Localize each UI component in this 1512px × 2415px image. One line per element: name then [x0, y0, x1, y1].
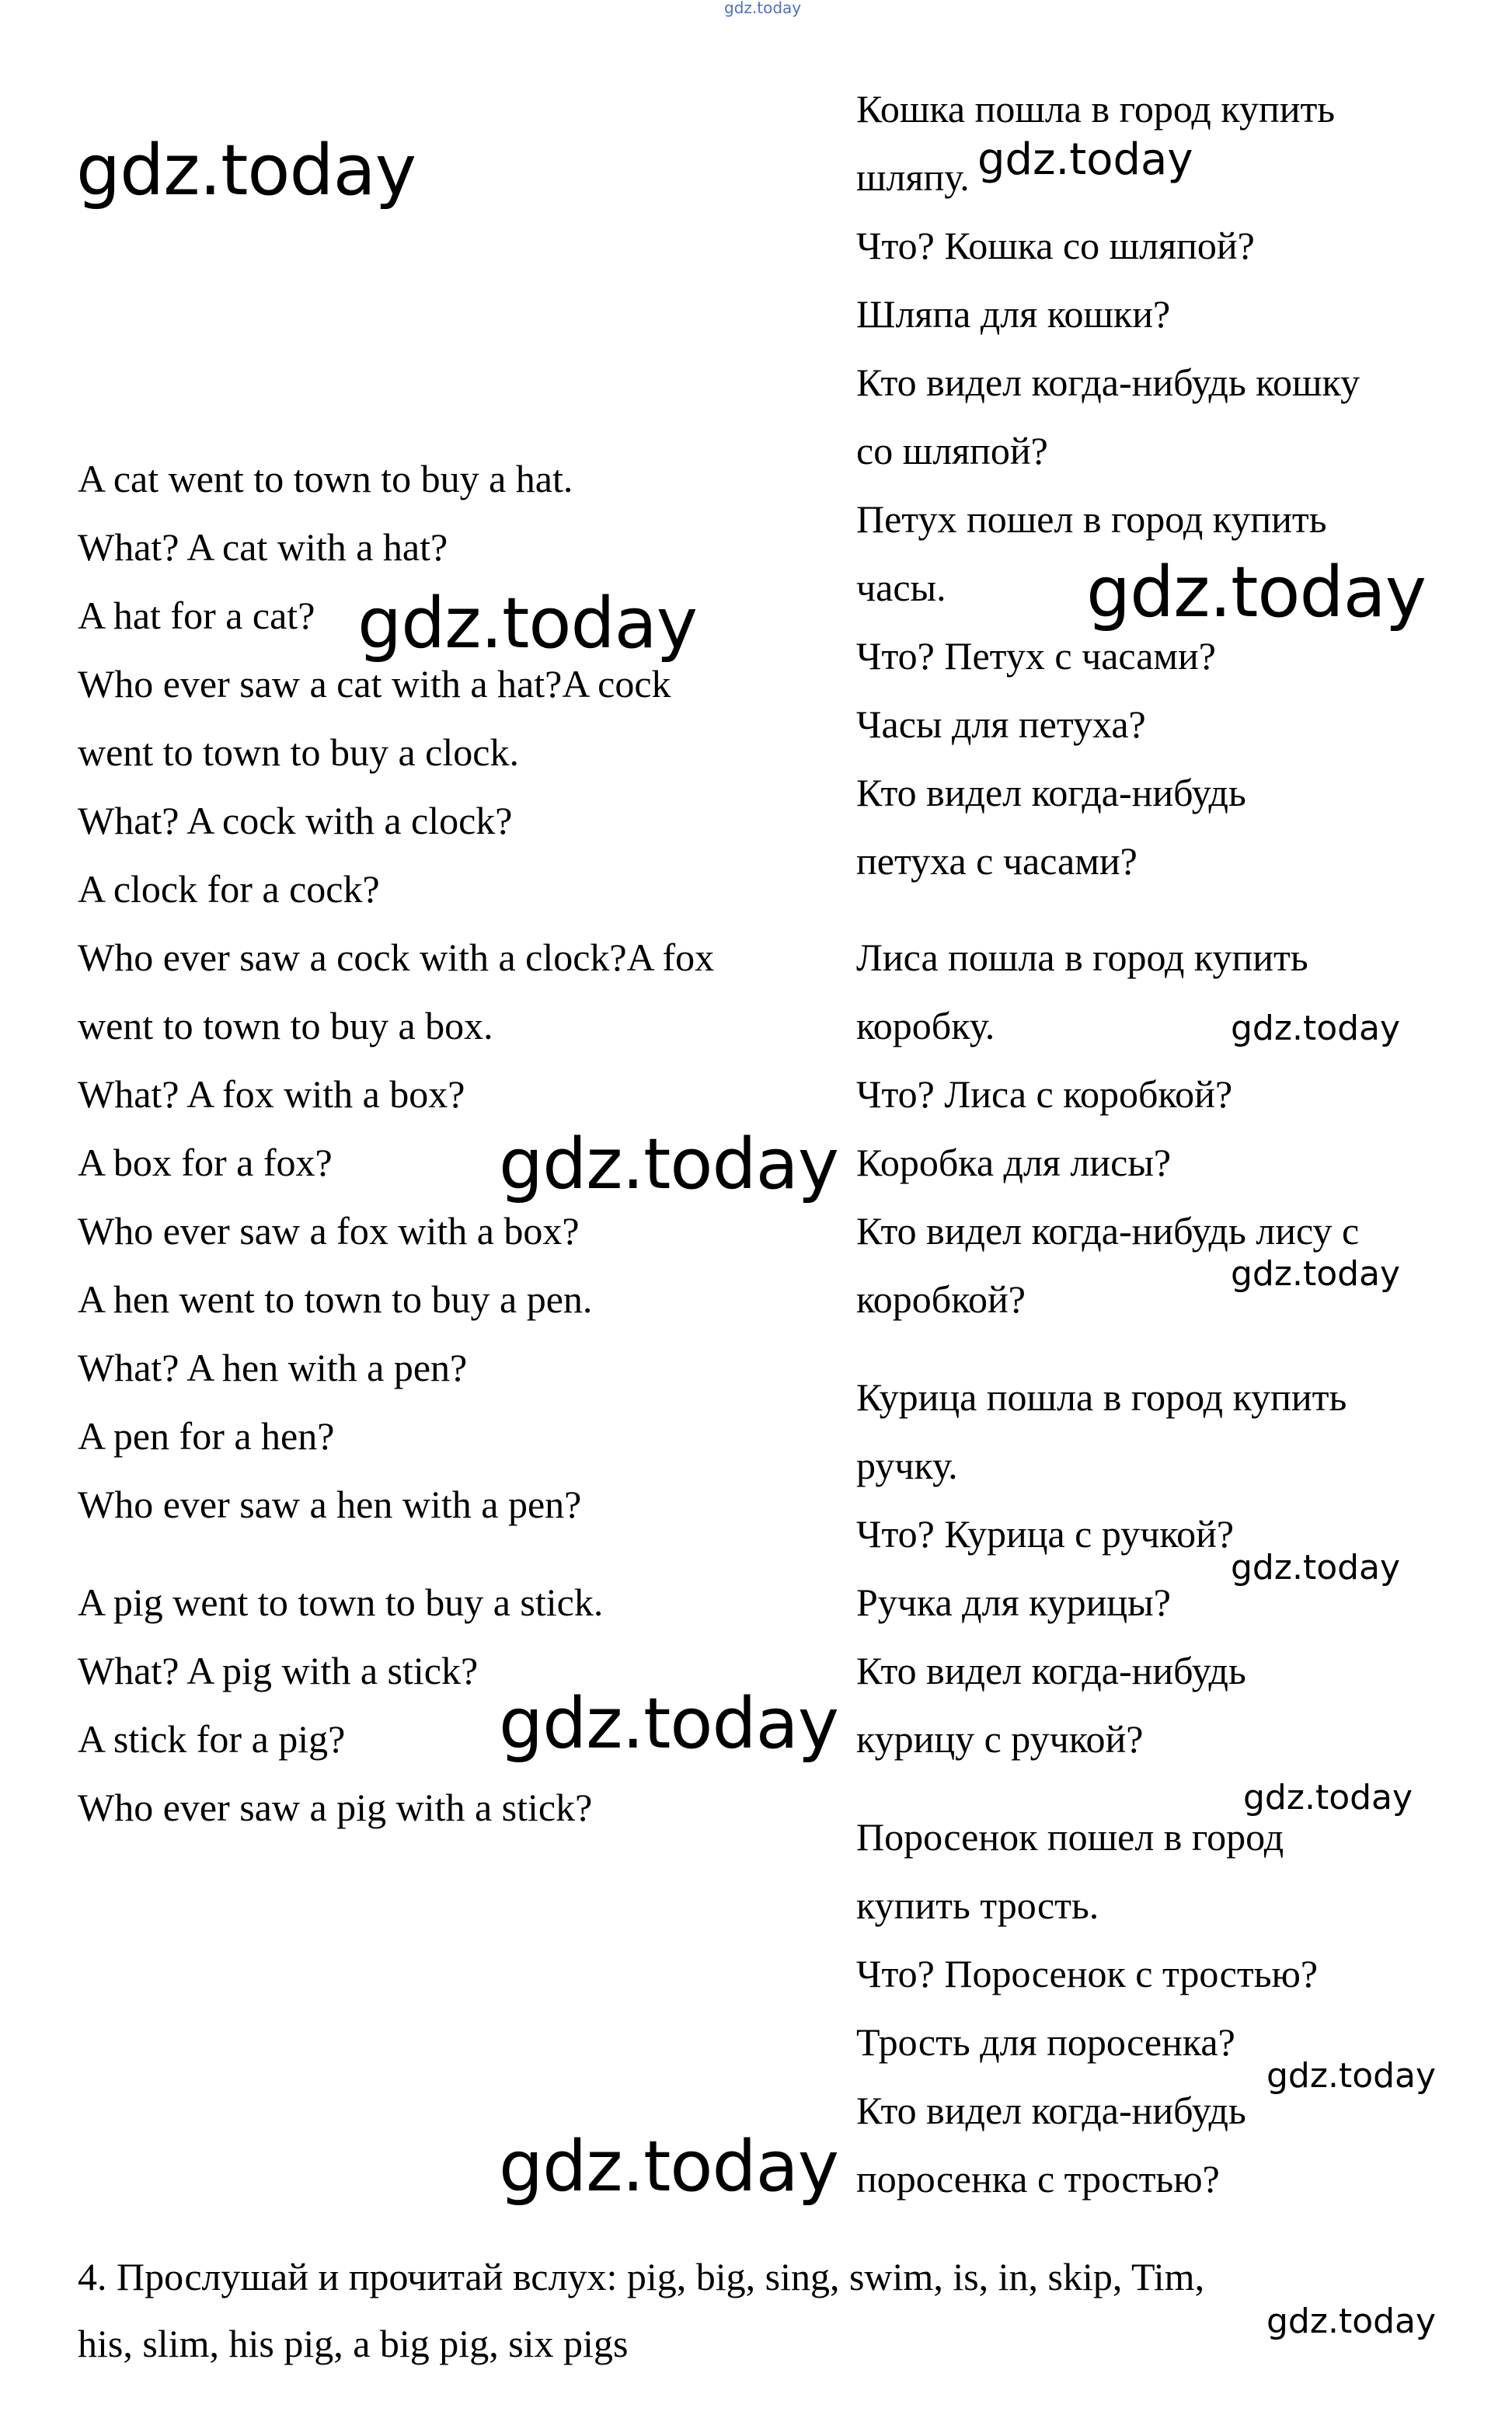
watermark: gdz.today	[1231, 1548, 1401, 1587]
russian-line: часы.	[856, 566, 946, 609]
english-line: Who ever saw a fox with a box?	[78, 1209, 580, 1253]
english-line: A pig went to town to buy a stick.	[78, 1580, 604, 1624]
russian-line: Кошка пошла в город купить	[856, 87, 1336, 131]
russian-line: Ручка для курицы?	[856, 1580, 1171, 1624]
russian-line: курицу с ручкой?	[856, 1717, 1144, 1761]
russian-line: Кто видел когда-нибудь	[856, 2089, 1246, 2132]
russian-line: Что? Поросенок с тростью?	[856, 1952, 1319, 1995]
russian-line: Часы для петуха?	[856, 702, 1146, 746]
task-line: 4. Прослушай и прочитай вслух: pig, big, sing, swim, is, in, skip, Tim,	[78, 2255, 1205, 2298]
watermark: gdz.today	[1086, 552, 1427, 633]
russian-line: Что? Петух с часами?	[856, 634, 1216, 678]
english-line: What? A hen with a pen?	[78, 1346, 468, 1389]
english-line: A box for a fox?	[78, 1141, 333, 1184]
english-line: What? A cock with a clock?	[78, 799, 513, 842]
russian-line: коробкой?	[856, 1277, 1026, 1321]
russian-line: петуха с часами?	[856, 839, 1137, 883]
english-line: went to town to buy a clock.	[78, 730, 519, 774]
russian-line: Что? Курица с ручкой?	[856, 1512, 1235, 1556]
russian-line: коробку.	[856, 1004, 995, 1047]
russian-line: Шляпа для кошки?	[856, 292, 1171, 336]
english-line: A hen went to town to buy a pen.	[78, 1277, 593, 1321]
english-line: What? A cat with a hat?	[78, 525, 448, 569]
watermark: gdz.today	[1231, 1254, 1401, 1294]
russian-line: Лиса пошла в город купить	[856, 936, 1308, 979]
russian-line: Коробка для лисы?	[856, 1141, 1172, 1184]
watermark: gdz.today	[1231, 1009, 1401, 1048]
russian-line: шляпу.	[856, 155, 970, 199]
russian-line: со шляпой?	[856, 429, 1048, 472]
russian-line: поросенка с тростью?	[856, 2157, 1220, 2201]
russian-line: Кто видел когда-нибудь кошку	[856, 361, 1360, 404]
russian-line: ручку.	[856, 1444, 958, 1487]
watermark: gdz.today	[977, 134, 1193, 185]
english-line: A cat went to town to buy a hat.	[78, 457, 573, 500]
english-line: A clock for a cock?	[78, 867, 380, 911]
russian-line: Трость для поросенка?	[856, 2020, 1235, 2064]
task-line: his, slim, his pig, a big pig, six pigs	[78, 2322, 629, 2365]
russian-line: Что? Кошка со шляпой?	[856, 224, 1255, 267]
russian-line: Курица пошла в город купить	[856, 1375, 1347, 1419]
watermark: gdz.today	[1243, 1778, 1413, 1817]
russian-line: Что? Лиса с коробкой?	[856, 1072, 1233, 1116]
russian-line: Кто видел когда-нибудь	[856, 1649, 1246, 1692]
russian-line: купить трость.	[856, 1884, 1099, 1927]
russian-line: Петух пошел в город купить	[856, 497, 1327, 541]
english-line: A stick for a pig?	[78, 1717, 346, 1761]
watermark: gdz.today	[499, 2126, 839, 2208]
english-line: Who ever saw a cock with a clock?A fox	[78, 936, 715, 979]
watermark: gdz.today	[1266, 2056, 1437, 2096]
watermark: gdz.today	[1266, 2302, 1437, 2341]
watermark: gdz.today	[499, 1124, 839, 1205]
english-line: A pen for a hen?	[78, 1414, 335, 1458]
watermark: gdz.today	[499, 1683, 839, 1765]
english-line: went to town to buy a box.	[78, 1004, 493, 1047]
english-line: Who ever saw a pig with a stick?	[78, 1786, 593, 1829]
english-line: What? A pig with a stick?	[78, 1649, 479, 1692]
english-line: A hat for a cat?	[78, 594, 315, 637]
russian-line: Кто видел когда-нибудь лису с	[856, 1209, 1360, 1253]
english-line: What? A fox with a box?	[78, 1072, 465, 1116]
russian-line: Кто видел когда-нибудь	[856, 771, 1246, 814]
watermark-top: gdz.today	[724, 0, 802, 17]
watermark-header: gdz.today	[76, 130, 416, 211]
watermark: gdz.today	[357, 583, 698, 664]
russian-line: Поросенок пошел в город	[856, 1815, 1284, 1859]
english-line: Who ever saw a cat with a hat?A cock	[78, 662, 671, 706]
english-line: Who ever saw a hen with a pen?	[78, 1483, 582, 1526]
